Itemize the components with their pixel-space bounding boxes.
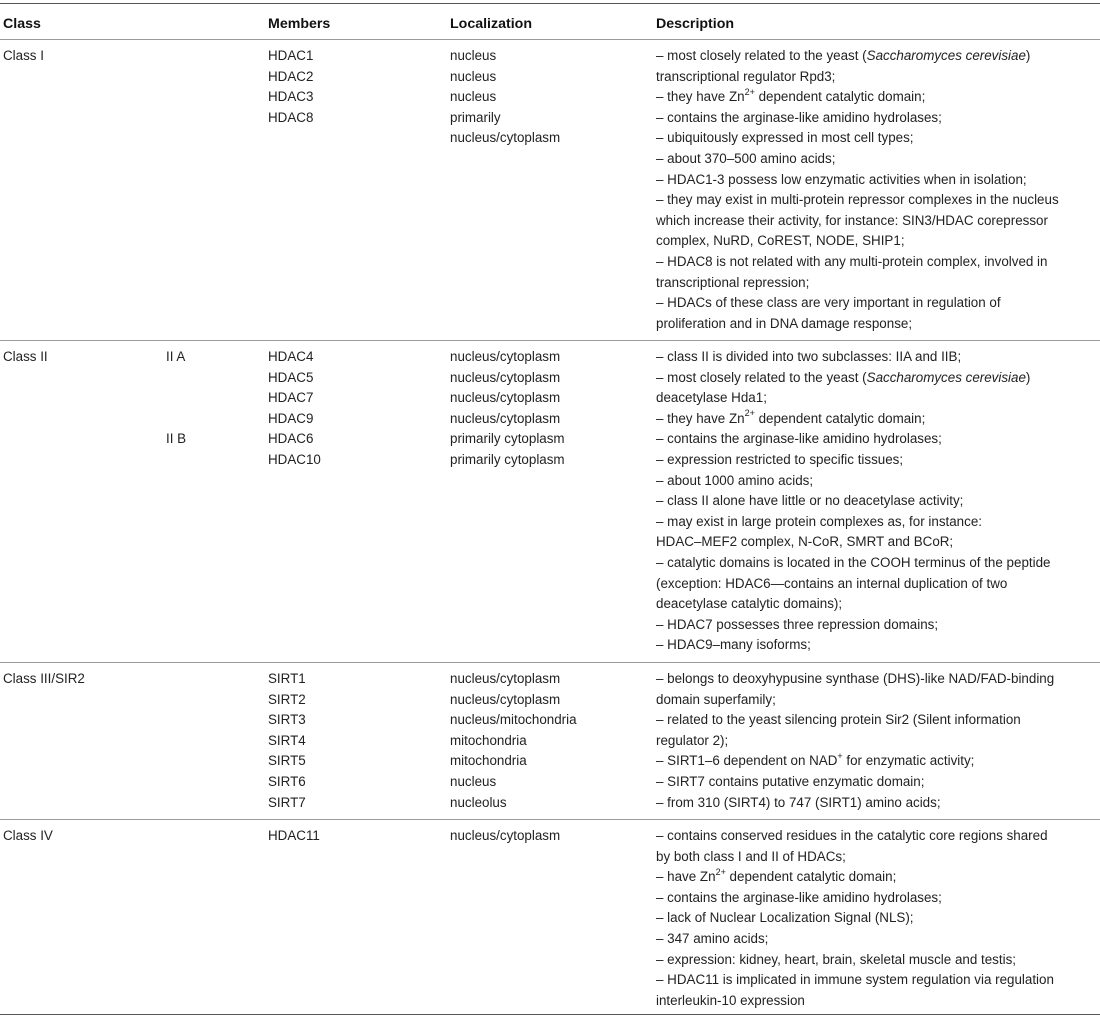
header-members: Members <box>268 16 331 32</box>
row-rule <box>0 340 1100 341</box>
description-line: – HDAC1-3 possess low enzymatic activities when in isolation; <box>656 171 1027 187</box>
localization-value: nucleus/cytoplasm <box>450 349 561 364</box>
localization-list <box>450 826 560 847</box>
localization-value: primarily cytoplasm <box>450 431 565 447</box>
description-line: – about 1000 amino acids; <box>656 472 814 488</box>
row-rule <box>0 819 1100 820</box>
localization-value: nucleus/cytoplasm <box>450 410 561 426</box>
description-line: – contains conserved residues in the catalytic core regions shared <box>656 828 1048 843</box>
localization-list <box>450 347 565 471</box>
localization-value: nucleus/cytoplasm <box>450 390 561 406</box>
description-line: proliferation and in DNA damage response; <box>656 315 913 331</box>
member-name: HDAC1 <box>268 48 314 63</box>
description-line: – HDAC11 is implicated in immune system regulation via regulation <box>656 972 1054 988</box>
description-line: – lack of Nuclear Localization Signal (NLS); <box>656 910 914 926</box>
table-top-rule <box>0 3 1100 4</box>
localization-value: nucleolus <box>450 794 507 810</box>
header-description: Description <box>656 16 735 32</box>
table-header-row <box>0 6 1100 40</box>
member-name: HDAC8 <box>268 109 314 125</box>
description-line: regulator 2); <box>656 732 729 748</box>
subclass-spacer <box>166 409 186 430</box>
member-name: HDAC9 <box>268 410 314 426</box>
member-name: SIRT5 <box>268 753 306 769</box>
description-line: – belongs to deoxyhypusine synthase (DHS)-like NAD/FAD-binding <box>656 671 1055 686</box>
localization-value: primarily <box>450 109 501 125</box>
description-line: – SIRT1–6 dependent on NAD+ for enzymatic activity; <box>656 750 975 769</box>
members-list <box>268 46 313 128</box>
localization-value: nucleus/cytoplasm <box>450 671 561 686</box>
description-line: – expression restricted to specific tissues; <box>656 451 904 467</box>
localization-value: nucleus/mitochondria <box>450 712 577 728</box>
member-name: HDAC4 <box>268 349 314 364</box>
description-list <box>656 46 1096 334</box>
localization-list <box>450 46 560 149</box>
members-list <box>268 347 321 471</box>
subclass-spacer <box>166 368 186 389</box>
class-name: Class III/SIR2 <box>3 671 85 686</box>
description-line: HDAC–MEF2 complex, N-CoR, SMRT and BCoR; <box>656 534 954 550</box>
member-name: SIRT1 <box>268 671 306 686</box>
class-name: Class IV <box>3 828 53 843</box>
row-rule <box>0 662 1100 663</box>
description-line: – ubiquitously expressed in most cell types; <box>656 130 914 146</box>
description-line: domain superfamily; <box>656 691 776 707</box>
members-list <box>268 826 320 847</box>
description-line: – may exist in large protein complexes as, for instance: <box>656 513 982 529</box>
description-line: – HDACs of these class are very important in regulation of <box>656 295 1001 311</box>
member-name: HDAC5 <box>268 369 314 385</box>
description-line: – have $Zn^{2+}$ dependent catalytic domain; <box>656 866 897 885</box>
description-list <box>656 826 1096 1011</box>
localization-value: nucleus <box>450 773 497 789</box>
description-line: – about 370–500 amino acids; <box>656 150 836 166</box>
header-class: Class <box>3 16 41 32</box>
member-name: SIRT3 <box>268 712 306 728</box>
description-line: – class II is divided into two subclasses: IIA and IIB; <box>656 349 962 364</box>
description-line: – from 310 (SIRT4) to 747 (SIRT1) amino acids; <box>656 794 941 810</box>
member-name: HDAC3 <box>268 89 314 105</box>
localization-value: nucleus/cytoplasm <box>450 691 561 707</box>
description-line: – most closely related to the yeast (Saccharomyces cerevisiae) <box>656 369 1031 385</box>
member-name: SIRT4 <box>268 732 306 748</box>
member-name: HDAC6 <box>268 431 314 447</box>
description-line: – contains the arginase-like amidino hydrolases; <box>656 109 942 125</box>
localization-value: nucleus/cytoplasm <box>450 130 561 146</box>
description-line: – HDAC7 possesses three repression domains; <box>656 616 939 632</box>
member-name: HDAC11 <box>268 828 320 843</box>
description-line: – catalytic domains is located in the COOH terminus of the peptide <box>656 554 1051 570</box>
description-line: deacetylase Hda1; <box>656 390 767 406</box>
localization-value: nucleus/cytoplasm <box>450 369 561 385</box>
description-line: – contains the arginase-like amidino hydrolases; <box>656 431 942 447</box>
subclass-label: II B <box>166 431 187 447</box>
member-name: HDAC10 <box>268 451 321 467</box>
localization-value: nucleus <box>450 48 497 63</box>
class-name: Class I <box>3 48 44 63</box>
description-line: – they have $Zn^{2+}$ dependent catalytic domain; <box>656 408 926 426</box>
header-localization: Localization <box>450 16 532 32</box>
description-line: – related to the yeast silencing protein Sir2 (Silent information <box>656 712 1021 728</box>
description-line: – HDAC8 is not related with any multi-protein complex, involved in <box>656 253 1048 269</box>
description-line: (exception: HDAC6—contains an internal duplication of two <box>656 575 1008 591</box>
members-list <box>268 669 306 813</box>
description-line: – most closely related to the yeast (Saccharomyces cerevisiae) <box>656 48 1031 63</box>
member-name: SIRT2 <box>268 691 306 707</box>
member-name: HDAC2 <box>268 68 314 84</box>
subclass-label: II A <box>166 349 186 364</box>
description-line: – they have $Zn^{2+}$ dependent catalytic domain; <box>656 86 926 105</box>
description-line: which increase their activity, for instance: SIN3/HDAC corepressor <box>656 212 1048 228</box>
header-rule <box>0 39 1100 40</box>
description-line: transcriptional regulator Rpd3; <box>656 68 836 84</box>
member-name: SIRT7 <box>268 794 306 810</box>
subclass-list <box>166 347 186 450</box>
localization-value: mitochondria <box>450 753 527 769</box>
subclass-spacer <box>166 388 186 409</box>
localization-value: nucleus <box>450 89 497 105</box>
localization-value: nucleus/cytoplasm <box>450 828 561 843</box>
description-line: deacetylase catalytic domains); <box>656 596 843 612</box>
table-bottom-rule <box>0 1014 1100 1015</box>
description-line: – SIRT7 contains putative enzymatic domain; <box>656 773 925 789</box>
description-line: – they may exist in multi-protein repressor complexes in the nucleus <box>656 192 1059 208</box>
localization-list <box>450 669 577 813</box>
class-name: Class II <box>3 349 48 364</box>
description-line: by both class I and II of HDACs; <box>656 848 846 864</box>
description-line: – class II alone have little or no deacetylase activity; <box>656 493 964 509</box>
member-name: HDAC7 <box>268 390 314 406</box>
member-name: SIRT6 <box>268 773 306 789</box>
localization-value: nucleus <box>450 68 497 84</box>
description-line: interleukin-10 expression <box>656 992 805 1008</box>
description-line: transcriptional repression; <box>656 274 810 290</box>
description-line: – 347 amino acids; <box>656 930 769 946</box>
localization-value: primarily cytoplasm <box>450 451 565 467</box>
description-line: – HDAC9–many isoforms; <box>656 637 811 653</box>
description-line: – contains the arginase-like amidino hydrolases; <box>656 889 942 905</box>
localization-value: mitochondria <box>450 732 527 748</box>
description-list <box>656 347 1096 656</box>
description-line: – expression: kidney, heart, brain, skeletal muscle and testis; <box>656 951 1016 967</box>
description-list <box>656 669 1096 813</box>
description-line: complex, NuRD, CoREST, NODE, SHIP1; <box>656 233 905 249</box>
